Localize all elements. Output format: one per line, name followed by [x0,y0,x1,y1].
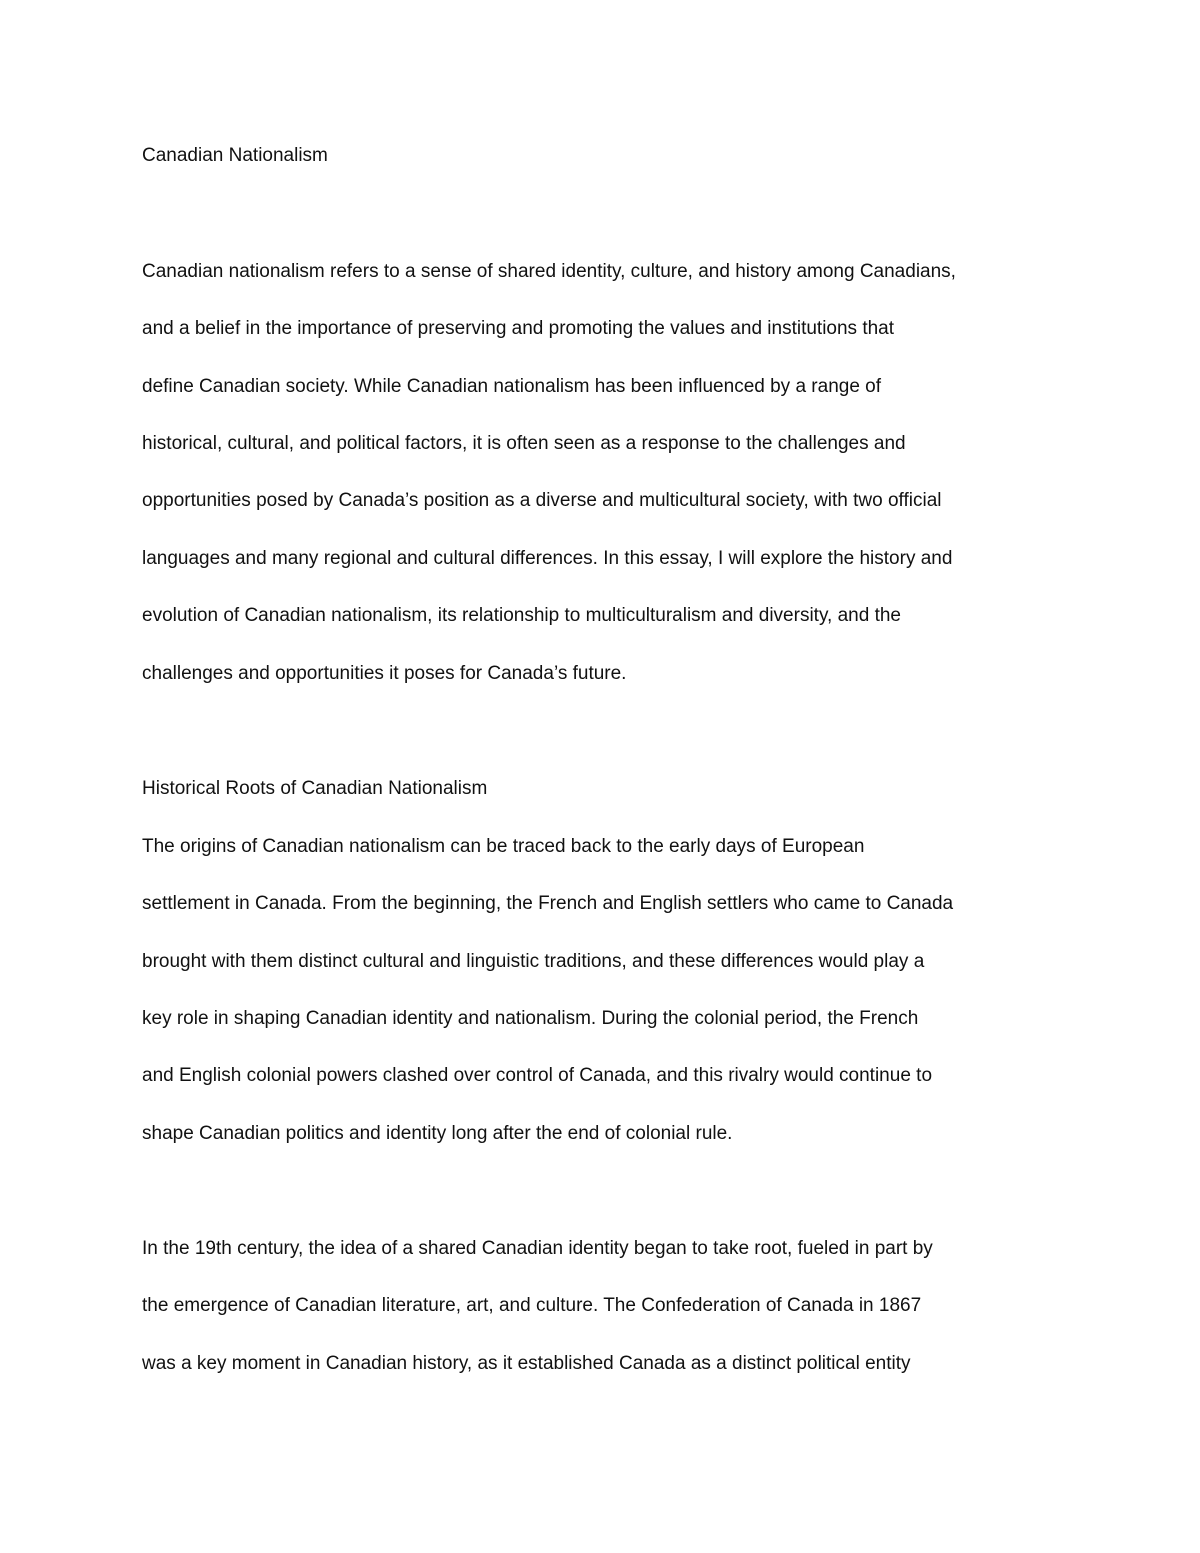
section-para1-line: settlement in Canada. From the beginning, the French and English settlers who came to Canada [142,893,954,914]
section-para2-line: the emergence of Canadian literature, art, and culture. The Confederation of Canada in 1867 [142,1295,922,1316]
intro-line: evolution of Canadian nationalism, its relationship to multiculturalism and diversity, and the [142,605,901,626]
intro-line: and a belief in the importance of preserving and promoting the values and institutions that [142,318,895,339]
intro-line: challenges and opportunities it poses for Canada’s future. [142,663,627,684]
intro-line: define Canadian society. While Canadian nationalism has been influenced by a range of [142,376,882,397]
document-title: Canadian Nationalism [142,145,328,166]
section-para1-line: The origins of Canadian nationalism can be traced back to the early days of European [142,836,865,857]
intro-line: historical, cultural, and political factors, it is often seen as a response to the challenges and [142,433,906,454]
section-para1-line: key role in shaping Canadian identity and nationalism. During the colonial period, the French [142,1008,919,1029]
section-para2-line: In the 19th century, the idea of a shared Canadian identity began to take root, fueled in part by [142,1238,933,1259]
intro-line: Canadian nationalism refers to a sense of shared identity, culture, and history among Canadians, [142,261,956,282]
section-heading: Historical Roots of Canadian Nationalism [142,778,488,799]
section-para1-line: and English colonial powers clashed over control of Canada, and this rivalry would continue to [142,1065,933,1086]
section-para2-line: was a key moment in Canadian history, as it established Canada as a distinct political entity [142,1353,911,1374]
intro-line: languages and many regional and cultural differences. In this essay, I will explore the history and [142,548,953,569]
section-para1-line: brought with them distinct cultural and linguistic traditions, and these differences would play a [142,951,925,972]
intro-line: opportunities posed by Canada’s position as a diverse and multicultural society, with two official [142,490,942,511]
section-para1-line: shape Canadian politics and identity long after the end of colonial rule. [142,1123,733,1144]
